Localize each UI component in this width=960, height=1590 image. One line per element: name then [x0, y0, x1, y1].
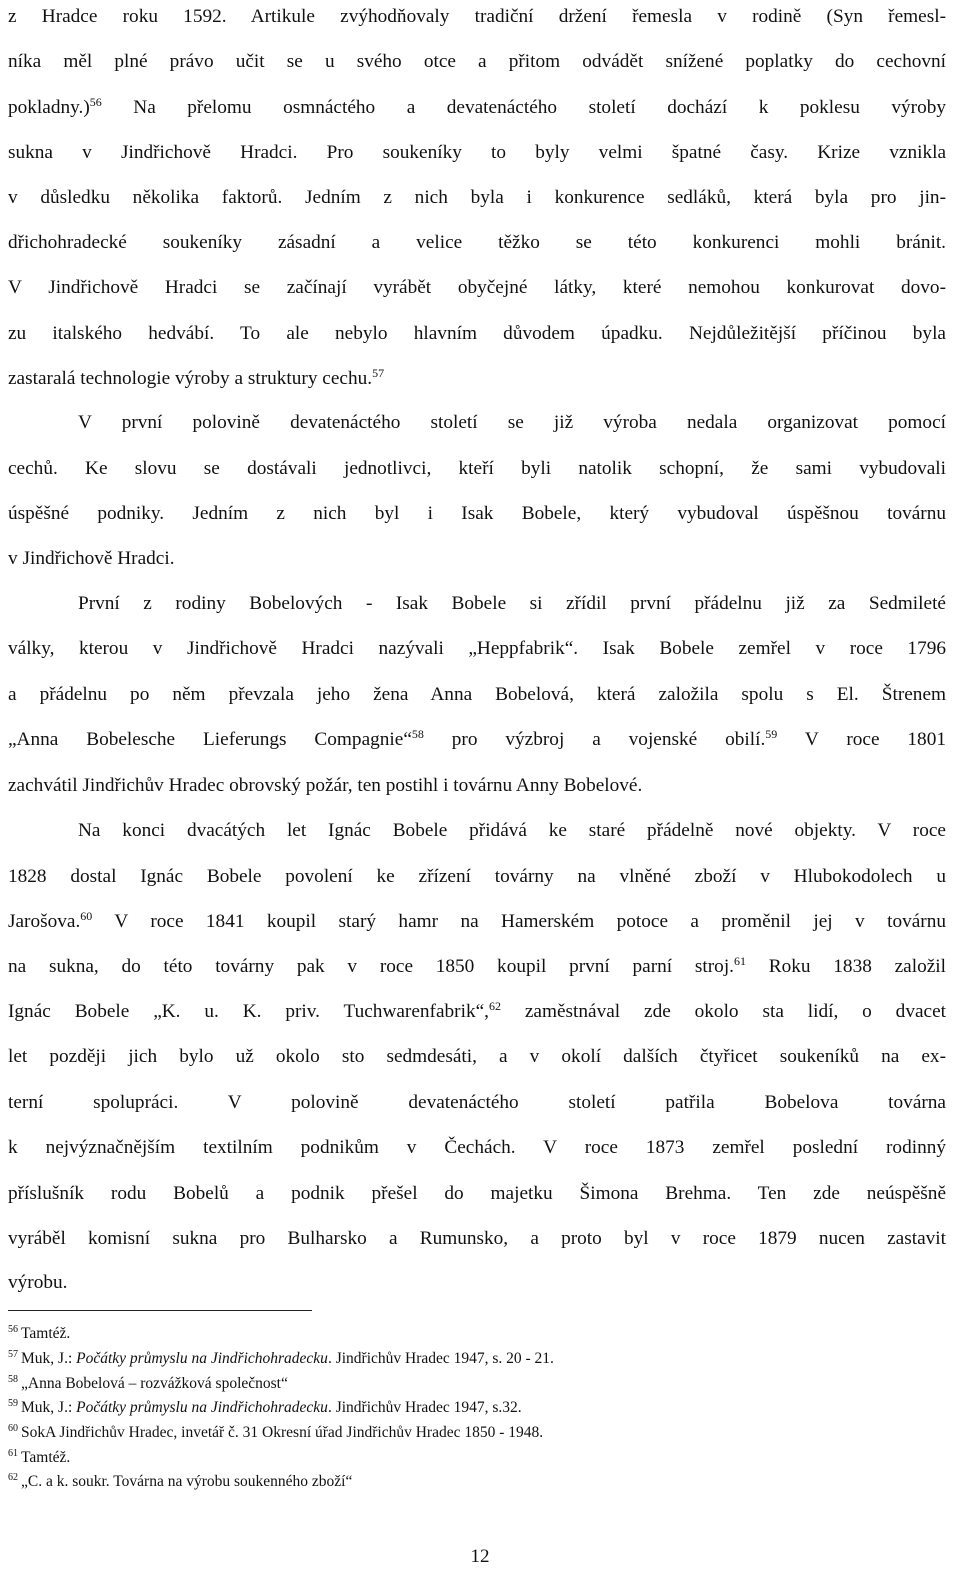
text-line: [8, 142, 946, 164]
footnote-number: 58: [8, 1374, 18, 1385]
text-run: Jarošova.: [8, 911, 81, 932]
text-line: [78, 820, 946, 842]
text-run: První z rodiny Bobelových - Isak Bobele si zřídil první přádelnu již za Sedmileté: [78, 593, 946, 614]
footnote-ref: 60: [80, 909, 93, 923]
footnote-ref: 57: [372, 366, 385, 380]
footnote-text: SokA Jindřichův Hradec, invetář č. 31 Okresní úřad Jindřichův Hradec 1850 - 1948.: [21, 1424, 544, 1441]
text-run: vyráběl komisní sukna pro Bulharsko a Rumunsko, a proto byl v roce 1879 nucen zastavit: [8, 1228, 946, 1249]
footnote-number: 60: [8, 1423, 18, 1434]
footnote-text: Muk, J.:: [21, 1350, 77, 1367]
text-line: [8, 1228, 946, 1250]
text-run: „Anna Bobelesche Lieferungs Compagnie“: [8, 729, 412, 750]
text-run: války, kterou v Jindřichově Hradci nazývali „Heppfabrik“. Isak Bobele zemřel v roce 1796: [8, 638, 946, 659]
text-run: Na konci dvacátých let Ignác Bobele přidává ke staré přádelně nové objekty. V roce: [78, 820, 946, 841]
text-run: pokladny.): [8, 97, 90, 118]
text-line: [8, 368, 946, 390]
text-run: Ignác Bobele „K. u. K. priv. Tuchwarenfabrik“,: [8, 1001, 489, 1022]
text-line: [78, 412, 946, 434]
text-run: terní spolupráci. V polovině devatenáctého století patřila Bobelova továrna: [8, 1092, 946, 1113]
text-line: [8, 1046, 946, 1068]
text-run: úspěšné podniky. Jedním z nich byl i Isak Bobele, který vybudoval úspěšnou továrnu: [8, 503, 946, 524]
footnote-number: 56: [8, 1324, 18, 1335]
footnote-text: Tamtéž.: [21, 1449, 71, 1466]
text-run: V Jindřichově Hradci se začínají vyrábět obyčejné látky, které nemohou konkurovat dovo-: [8, 277, 946, 298]
text-run: zastaralá technologie výroby a struktury cechu.: [8, 368, 373, 389]
footnote-number: 61: [8, 1448, 18, 1459]
footnote-number: 62: [8, 1472, 18, 1483]
text-run: zaměstnával zde okolo sta lidí, o dvacet: [500, 1001, 946, 1022]
footnote: [8, 1449, 908, 1467]
footnote-ref: 62: [488, 999, 501, 1013]
text-line: [8, 97, 946, 119]
footnote-ref: 61: [734, 954, 746, 968]
text-run: zu italského hedvábí. To ale nebylo hlavním důvodem úpadku. Nejdůležitější příčinou byla: [8, 323, 946, 344]
text-run: V roce 1801: [777, 729, 946, 750]
text-line: [78, 593, 946, 615]
text-line: [8, 684, 946, 706]
text-line: [8, 232, 946, 254]
text-line: [8, 548, 946, 570]
footnote: [8, 1325, 908, 1343]
text-line: [8, 775, 946, 797]
text-line: [8, 187, 946, 209]
text-line: [8, 638, 946, 660]
footnote-title: Počátky průmyslu na Jindřichohradecku: [76, 1399, 328, 1416]
text-run: zachvátil Jindřichův Hradec obrovský požár, ten postihl i továrnu Anny Bobelové.: [8, 775, 643, 796]
footnote-ref: 56: [89, 95, 102, 109]
text-line: [8, 1001, 946, 1023]
text-run: příslušník rodu Bobelů a podnik přešel do majetku Šimona Brehma. Ten zde neúspěšně: [8, 1183, 946, 1204]
footnote-text: . Jindřichův Hradec 1947, s. 20 - 21.: [327, 1350, 554, 1367]
page-number: 12: [470, 1546, 490, 1567]
text-run: v důsledku několika faktorů. Jedním z nich byla i konkurence sedláků, která byla pro jin-: [8, 187, 946, 208]
text-run: Na přelomu osmnáctého a devatenáctého století dochází k poklesu výroby: [101, 97, 946, 118]
footnote-title: Počátky průmyslu na Jindřichohradecku: [76, 1350, 328, 1367]
text-run: k nejvýznačnějším textilním podnikům v Čechách. V roce 1873 zemřel poslední rodinný: [8, 1137, 946, 1158]
text-line: [8, 323, 946, 345]
text-line: [8, 51, 946, 73]
text-line: [8, 911, 946, 933]
text-run: v Jindřichově Hradci.: [8, 548, 175, 569]
text-line: [8, 866, 946, 888]
text-line: [8, 1137, 946, 1159]
footnote-ref: 59: [765, 727, 778, 741]
footnote: [8, 1375, 908, 1393]
text-run: pro výzbroj a vojenské obilí.: [423, 729, 766, 750]
text-run: sukna v Jindřichově Hradci. Pro soukeníky to byly velmi špatné časy. Krize vznikla: [8, 142, 946, 163]
text-line: [8, 956, 946, 978]
footnote-text: Muk, J.:: [21, 1399, 77, 1416]
footnote-number: 59: [8, 1398, 18, 1409]
text-line: [8, 1272, 946, 1294]
footnote: [8, 1473, 908, 1491]
footnote-text: „Anna Bobelová – rozvážková společnost“: [21, 1375, 288, 1392]
text-run: na sukna, do této továrny pak v roce 1850 koupil první parní stroj.: [8, 956, 734, 977]
footnote-text: . Jindřichův Hradec 1947, s.32.: [327, 1399, 522, 1416]
text-line: [8, 729, 946, 751]
footnote: [8, 1424, 908, 1442]
footnote-text: „C. a k. soukr. Továrna na výrobu soukenného zboží“: [21, 1473, 353, 1490]
text-run: let později jich bylo už okolo sto sedmdesáti, a v okolí dalších čtyřicet soukeníků na ex-: [8, 1046, 946, 1067]
text-run: a přádelnu po něm převzala jeho žena Anna Bobelová, která založila spolu s El. Štrenem: [8, 684, 946, 705]
footnote: [8, 1399, 908, 1417]
footnote-number: 57: [8, 1349, 18, 1360]
text-line: [8, 6, 946, 28]
text-run: V roce 1841 koupil starý hamr na Hamerském potoce a proměnil jej v továrnu: [92, 911, 946, 932]
text-line: [8, 503, 946, 525]
footnote-ref: 58: [411, 727, 424, 741]
text-run: dřichohradecké soukeníky zásadní a velice těžko se této konkurenci mohli bránit.: [8, 232, 946, 253]
text-run: Roku 1838 založil: [746, 956, 946, 977]
text-run: z Hradce roku 1592. Artikule zvýhodňovaly tradiční držení řemesla v rodině (Syn řemesl-: [8, 6, 946, 27]
text-run: níka měl plné právo učit se u svého otce a přitom odvádět snížené poplatky do cechovní: [8, 51, 946, 72]
text-run: 1828 dostal Ignác Bobele povolení ke zřízení továrny na vlněné zboží v Hlubokodolech u: [8, 866, 946, 887]
text-line: [8, 458, 946, 480]
text-line: [8, 277, 946, 299]
footnote-text: Tamtéž.: [21, 1325, 71, 1342]
text-line: [8, 1092, 946, 1114]
text-line: [8, 1183, 946, 1205]
text-run: výrobu.: [8, 1272, 68, 1293]
text-run: V první polovině devatenáctého století se již výroba nedala organizovat pomocí: [78, 412, 946, 433]
footnote-separator: [8, 1310, 312, 1311]
text-run: cechů. Ke slovu se dostávali jednotlivci, kteří byli natolik schopní, že sami vybudovali: [8, 458, 946, 479]
footnote: [8, 1350, 908, 1368]
